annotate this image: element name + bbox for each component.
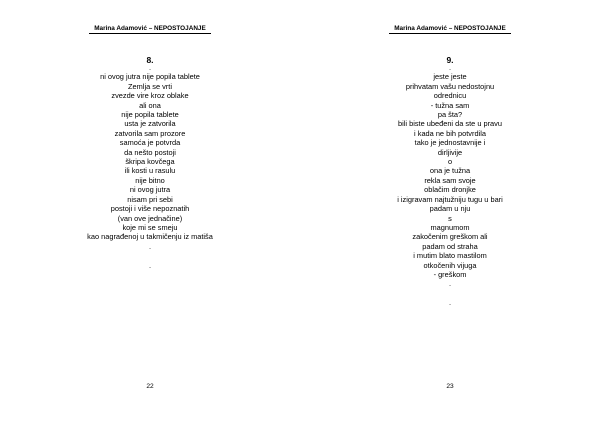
poem-line: koje mi se smeju [122, 222, 178, 232]
running-header [300, 25, 600, 34]
poem-line: tako je jednostavnije i [414, 138, 486, 148]
poem-line: postoji i više nepoznatih [110, 204, 190, 214]
poem-line [0, 251, 300, 260]
poem-line: i izigravam najtužniju tugu u bari [397, 194, 503, 204]
poem-line: ali ona [139, 100, 161, 110]
poem-body [300, 63, 600, 308]
poem-line: nisam pri sebi [127, 194, 173, 204]
poem-line: - tužna sam [430, 100, 470, 110]
poem-line: i mutim blato mastilom [413, 251, 487, 261]
poem-number: 9. [446, 55, 454, 65]
poem-line: (van ove jednačine) [117, 213, 183, 223]
poem-line: pa šta? [437, 110, 463, 120]
poem-line: . [148, 63, 152, 72]
poem-line: ni ovog jutra [129, 185, 171, 195]
poem-line [300, 289, 600, 298]
poem-line: oblačim dronjke [424, 185, 476, 195]
poem-line: i kada ne bih potvrdila [414, 128, 486, 138]
page-number: 22 [146, 383, 154, 390]
poem-line: padam u nju [429, 204, 471, 214]
poem-line: s [448, 213, 452, 223]
poem-line: jeste jeste [433, 72, 467, 82]
poem-line: bili biste ubeđeni da ste u pravu [398, 119, 502, 129]
poem-line: prihvatam vašu nedostojnu [405, 81, 495, 91]
running-header [0, 25, 300, 34]
poem-line: samoća je potvrda [119, 138, 181, 148]
poem-line: ni ovog jutra nije popila tablete [100, 72, 200, 82]
poem-line: odrednicu [433, 91, 467, 101]
poem-number: 8. [146, 55, 154, 65]
running-header-text: Marina Adamović – NEPOSTOJANJE [94, 25, 206, 32]
poem-line: kao nagrađenoj u takmičenju iz matiša [87, 232, 213, 242]
poem-line: Zemlja se vrti [128, 81, 172, 91]
poem-line: usta je zatvorila [124, 119, 176, 129]
poem-line: zatvorila sam prozore [114, 128, 186, 138]
poem-line: padam od straha [422, 241, 478, 251]
poem-line: nije popila tablete [121, 110, 179, 120]
poem-line: . [148, 260, 152, 270]
poem-line: dirljivije [437, 147, 463, 157]
poem-line: . [448, 279, 452, 289]
poem-line: nije bitno [135, 175, 165, 185]
poem-line: o [447, 157, 453, 167]
poem-line: magnumom [430, 222, 470, 232]
poem-line: rekla sam svoje [424, 175, 476, 185]
header-underline [389, 33, 511, 34]
poem-body [0, 63, 300, 270]
poem-line: otkočenih vijuga [423, 260, 477, 270]
header-underline [89, 33, 211, 34]
running-header-text: Marina Adamović – NEPOSTOJANJE [394, 25, 506, 32]
poem-line: . [448, 63, 452, 72]
right-page [300, 0, 600, 425]
poem-line: zakočenim greškom ali [412, 232, 488, 242]
poem-line: škripa kovčega [125, 157, 175, 167]
poem-line: . [448, 298, 452, 308]
poem-line: da nešto postoji [124, 147, 176, 157]
poem-line: . [148, 241, 152, 251]
poem-line: ili kosti u rasulu [124, 166, 176, 176]
poem-line: zvezde vire kroz oblake [111, 91, 189, 101]
poem-line: - greškom [433, 269, 467, 279]
poem-line: ona je tužna [429, 166, 471, 176]
page-number: 23 [446, 383, 454, 390]
